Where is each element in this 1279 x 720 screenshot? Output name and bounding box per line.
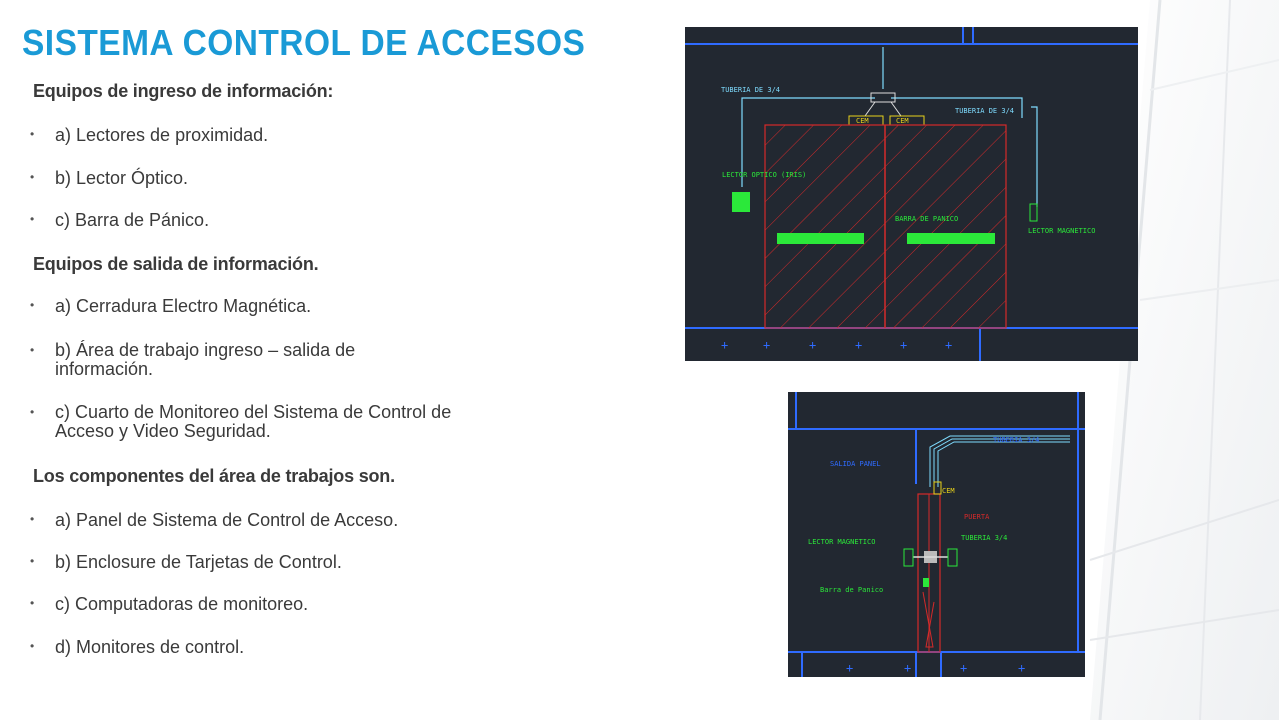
cem-label: CEM (942, 487, 955, 495)
svg-text:+: + (904, 661, 912, 675)
bullet-icon: • (30, 127, 35, 141)
list-item: • a) Panel de Sistema de Control de Acceso. (30, 510, 399, 530)
bullet-icon: • (30, 596, 35, 610)
svg-text:+: + (721, 338, 729, 352)
section-heading: Los componentes del área de trabajos son. (33, 466, 395, 486)
door-label: PUERTA (964, 513, 990, 521)
panic-bar-label: Barra de Panico (820, 586, 884, 594)
section-heading: Equipos de ingreso de información: (33, 81, 334, 101)
bullet-icon: • (30, 298, 35, 312)
bullet-icon: • (30, 554, 35, 568)
list-item: • b) Lector Óptico. (30, 168, 189, 188)
cem-label-left: CEM (856, 117, 869, 125)
page-title: SISTEMA CONTROL DE ACCESOS (22, 22, 586, 63)
cad-drawing-door-elevation (685, 27, 1138, 361)
bullet-icon: • (30, 639, 35, 653)
pipe-label-right: TUBERIA DE 3/4 (955, 107, 1015, 115)
magnetic-reader-label: LECTOR MAGNETICO (808, 538, 876, 546)
list-item: • c) Cuarto de Monitoreo del Sistema de Control de Acceso y Video Seguridad. (30, 402, 452, 441)
section-heading: Equipos de salida de información. (33, 254, 319, 274)
svg-text:+: + (900, 338, 908, 352)
list-item: • c) Barra de Pánico. (30, 210, 210, 230)
magnetic-reader-label: LECTOR MAGNETICO (1028, 227, 1096, 235)
optical-reader-label: LECTOR OPTICO (IRIS) (722, 171, 807, 179)
pipe-label-2: TUBERIA 3/4 (961, 534, 1008, 542)
svg-text:+: + (855, 338, 863, 352)
cem-label-right: CEM (896, 117, 909, 125)
bullet-icon: • (30, 170, 35, 184)
bullet-icon: • (30, 212, 35, 226)
list-item: • a) Cerradura Electro Magnética. (30, 296, 312, 316)
svg-text:+: + (945, 338, 953, 352)
svg-text:+: + (960, 661, 968, 675)
list-item: • d) Monitores de control. (30, 637, 245, 657)
bullet-icon: • (30, 343, 35, 357)
pipe-label-left: TUBERIA DE 3/4 (721, 86, 781, 94)
bullet-icon: • (30, 512, 35, 526)
list-item: • b) Área de trabajo ingreso – salida de información. (30, 340, 356, 379)
list-item: • c) Computadoras de monitoreo. (30, 594, 309, 614)
list-item: • b) Enclosure de Tarjetas de Control. (30, 552, 342, 572)
cad-drawing-door-plan (788, 392, 1085, 677)
svg-text:+: + (1018, 661, 1026, 675)
list-item: • a) Lectores de proximidad. (30, 125, 269, 145)
panic-bar-label: BARRA DE PANICO (895, 215, 959, 223)
bullet-icon: • (30, 405, 35, 419)
svg-text:+: + (763, 338, 771, 352)
svg-text:+: + (809, 338, 817, 352)
exit-label: SALIDA PANEL (830, 460, 881, 468)
pipe-label: TUBERIA 3/4 (993, 436, 1040, 444)
svg-text:+: + (846, 661, 854, 675)
